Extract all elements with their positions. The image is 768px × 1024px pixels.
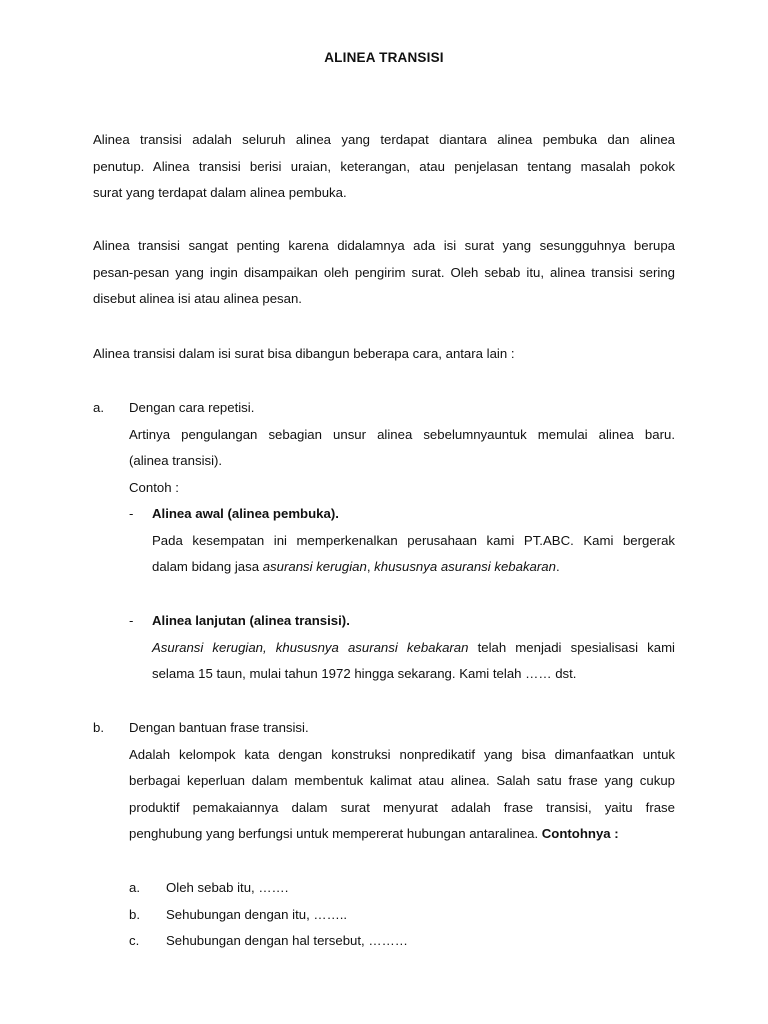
example-line	[152, 635, 675, 662]
example-line: selama 15 taun, mulai tahun 1972 hingga sekarang. Kami telah …… dst.	[152, 666, 577, 682]
example-heading: Alinea lanjutan (alinea transisi).	[152, 613, 350, 628]
section-a	[129, 395, 675, 501]
list-marker-b: b.	[93, 720, 104, 735]
sublist-item: Sehubungan dengan itu, ……..	[166, 907, 348, 922]
list-marker-a: a.	[93, 400, 104, 415]
paragraph-definition	[93, 127, 675, 207]
sublist-item: Sehubungan dengan hal tersebut, ………	[166, 933, 408, 948]
paragraph-line: penutup. Alinea transisi berisi uraian, keterangan, atau penjelasan tentang masalah pokok	[93, 158, 675, 174]
bold-text: Contohnya :	[541, 826, 619, 842]
paragraph-line: Alinea transisi dalam isi surat bisa dibangun beberapa cara, antara lain :	[93, 346, 515, 361]
example-opening-paragraph	[152, 501, 675, 581]
text-run: ,	[366, 559, 375, 575]
dash-marker: -	[129, 506, 134, 521]
sublist-item: Oleh sebab itu, …….	[166, 880, 289, 895]
section-b	[129, 715, 675, 848]
example-line: Pada kesempatan ini memperkenalkan perusahaan kami PT.ABC. Kami bergerak	[152, 532, 675, 548]
example-heading: Alinea awal (alinea pembuka).	[152, 506, 339, 521]
example-label: Contoh :	[129, 479, 179, 495]
text-run: dalam bidang jasa	[152, 559, 263, 575]
italic-text: Asuransi kerugian, khususnya asuransi kebakaran	[152, 639, 469, 655]
sublist-marker: c.	[129, 933, 140, 948]
section-heading: Dengan bantuan frase transisi.	[129, 720, 309, 735]
section-heading: Dengan cara repetisi.	[129, 400, 255, 415]
example-transition-paragraph	[152, 608, 675, 688]
section-line: berbagai keperluan dalam membentuk kalimat atau alinea. Salah satu frase yang cukup	[129, 773, 675, 789]
section-line: Artinya pengulangan sebagian unsur alinea sebelumnyauntuk memulai alinea baru.	[129, 426, 675, 442]
paragraph-line: Alinea transisi sangat penting karena didalamnya ada isi surat yang sesungguhnya berupa	[93, 238, 675, 253]
italic-text: khususnya asuransi kebakaran	[374, 559, 556, 575]
section-line: produktif pemakaiannya dalam surat menyurat adalah frase transisi, yaitu frase	[129, 799, 675, 815]
sublist-marker: b.	[129, 907, 140, 922]
paragraph-line: pesan-pesan yang ingin disampaikan oleh pengirim surat. Oleh sebab itu, alinea transisi sering	[93, 264, 675, 280]
document-title: ALINEA TRANSISI	[324, 50, 444, 65]
text-run: telah menjadi spesialisasi kami	[468, 639, 675, 655]
example-line	[152, 554, 675, 581]
paragraph-importance	[93, 233, 675, 313]
sublist-marker: a.	[129, 880, 140, 895]
paragraph-line: Alinea transisi adalah seluruh alinea yang terdapat diantara alinea pembuka dan alinea	[93, 132, 675, 147]
dash-marker: -	[129, 613, 134, 628]
paragraph-intro-list	[93, 341, 675, 368]
paragraph-line: surat yang terdapat dalam alinea pembuka.	[93, 185, 347, 201]
text-run: penghubung yang berfungsi untuk mempererat hubungan antaralinea.	[129, 826, 542, 842]
section-line: (alinea transisi).	[129, 453, 223, 469]
italic-text: asuransi kerugian	[262, 559, 367, 575]
section-line: Adalah kelompok kata dengan konstruksi nonpredikatif yang bisa dimanfaatkan untuk	[129, 746, 675, 762]
text-run: .	[555, 559, 560, 575]
section-line	[129, 821, 675, 848]
paragraph-line: disebut alinea isi atau alinea pesan.	[93, 291, 302, 307]
